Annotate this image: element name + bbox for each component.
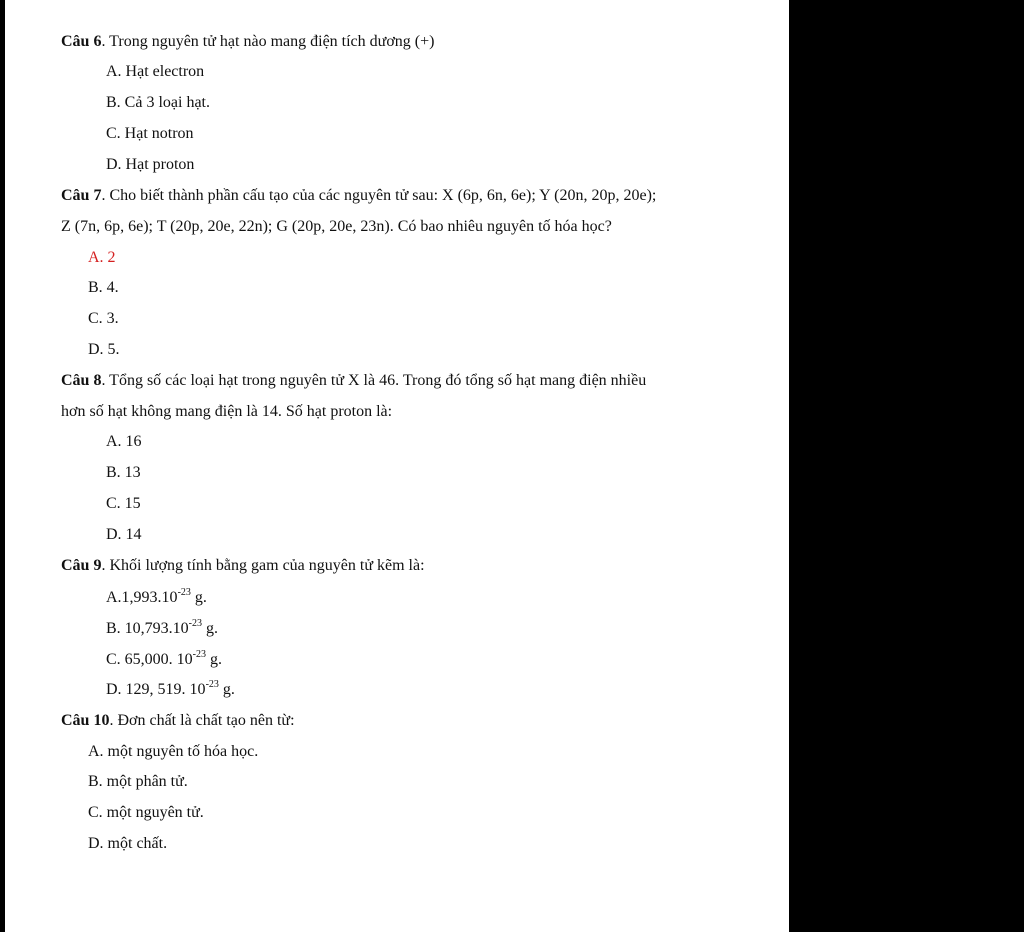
- question-10-option-b: B. một phân tử.: [88, 773, 188, 790]
- question-10-option-a: A. một nguyên tố hóa học.: [88, 743, 259, 760]
- question-6-option-b: B. Cả 3 loại hạt.: [106, 94, 210, 111]
- question-6-option-a: A. Hạt electron: [106, 63, 205, 80]
- question-9-option-d: [106, 680, 235, 700]
- question-8-option-b: B. 13: [106, 464, 141, 481]
- option-b-exponent: -23: [188, 618, 203, 629]
- question-10-option-d: D. một chất.: [88, 835, 168, 852]
- question-9-option-b: [106, 619, 218, 639]
- question-8-text: . Tổng số các loại hạt trong nguyên tử X là 46. Trong đó tổng số hạt mang điện nhiều: [101, 372, 647, 389]
- option-a-unit: g.: [190, 589, 207, 606]
- document-page: [5, 0, 789, 932]
- question-6-number: Câu 6: [61, 33, 102, 50]
- right-black-margin: [789, 0, 1024, 932]
- question-10-text: . Đơn chất là chất tạo nên từ:: [109, 712, 295, 729]
- question-7-option-b: B. 4.: [88, 279, 119, 296]
- question-9-text: . Khối lượng tính bằng gam của nguyên tử kẽm là:: [101, 557, 425, 574]
- question-7-option-a: A. 2: [88, 249, 116, 266]
- question-8-option-d: D. 14: [106, 526, 142, 543]
- question-10-option-c: C. một nguyên tử.: [88, 804, 204, 821]
- question-9-number: Câu 9: [61, 557, 102, 574]
- option-c-exponent: -23: [192, 649, 207, 660]
- question-7-text: . Cho biết thành phần cấu tạo của các nguyên tử sau: X (6p, 6n, 6e); Y (20n, 20p, 20e);: [101, 187, 657, 204]
- question-8-option-c: C. 15: [106, 495, 141, 512]
- option-c-value: C. 65,000. 10: [106, 651, 193, 668]
- question-8-option-a: A. 16: [106, 433, 142, 450]
- question-8: [61, 371, 646, 391]
- question-7-option-d: D. 5.: [88, 341, 120, 358]
- question-9-option-c: [106, 650, 222, 670]
- option-a-value: A.1,993.10: [106, 589, 178, 606]
- question-9-option-a: [106, 588, 207, 608]
- question-6-option-d: D. Hạt proton: [106, 156, 195, 173]
- question-10-number: Câu 10: [61, 712, 110, 729]
- question-9: [61, 556, 425, 576]
- option-d-exponent: -23: [205, 679, 219, 690]
- question-6-text: . Trong nguyên tử hạt nào mang điện tích dương (+): [101, 33, 435, 50]
- option-b-unit: g.: [202, 620, 219, 637]
- option-b-value: B. 10,793.10: [106, 620, 189, 637]
- question-10: [61, 711, 295, 731]
- question-8-text-line2: hơn số hạt không mang điện là 14. Số hạt proton là:: [61, 403, 393, 420]
- option-c-unit: g.: [206, 651, 223, 668]
- question-7-option-c: C. 3.: [88, 310, 119, 327]
- question-7: [61, 186, 656, 206]
- question-6-option-c: C. Hạt notron: [106, 125, 194, 142]
- option-d-unit: g.: [218, 681, 235, 698]
- option-a-exponent: -23: [177, 587, 191, 598]
- question-7-text-line2: Z (7n, 6p, 6e); T (20p, 20e, 22n); G (20p, 20e, 23n). Có bao nhiêu nguyên tố hóa học?: [61, 218, 612, 235]
- question-6: [61, 32, 434, 52]
- question-7-number: Câu 7: [61, 187, 102, 204]
- question-8-number: Câu 8: [61, 372, 102, 389]
- option-d-value: D. 129, 519. 10: [106, 681, 206, 698]
